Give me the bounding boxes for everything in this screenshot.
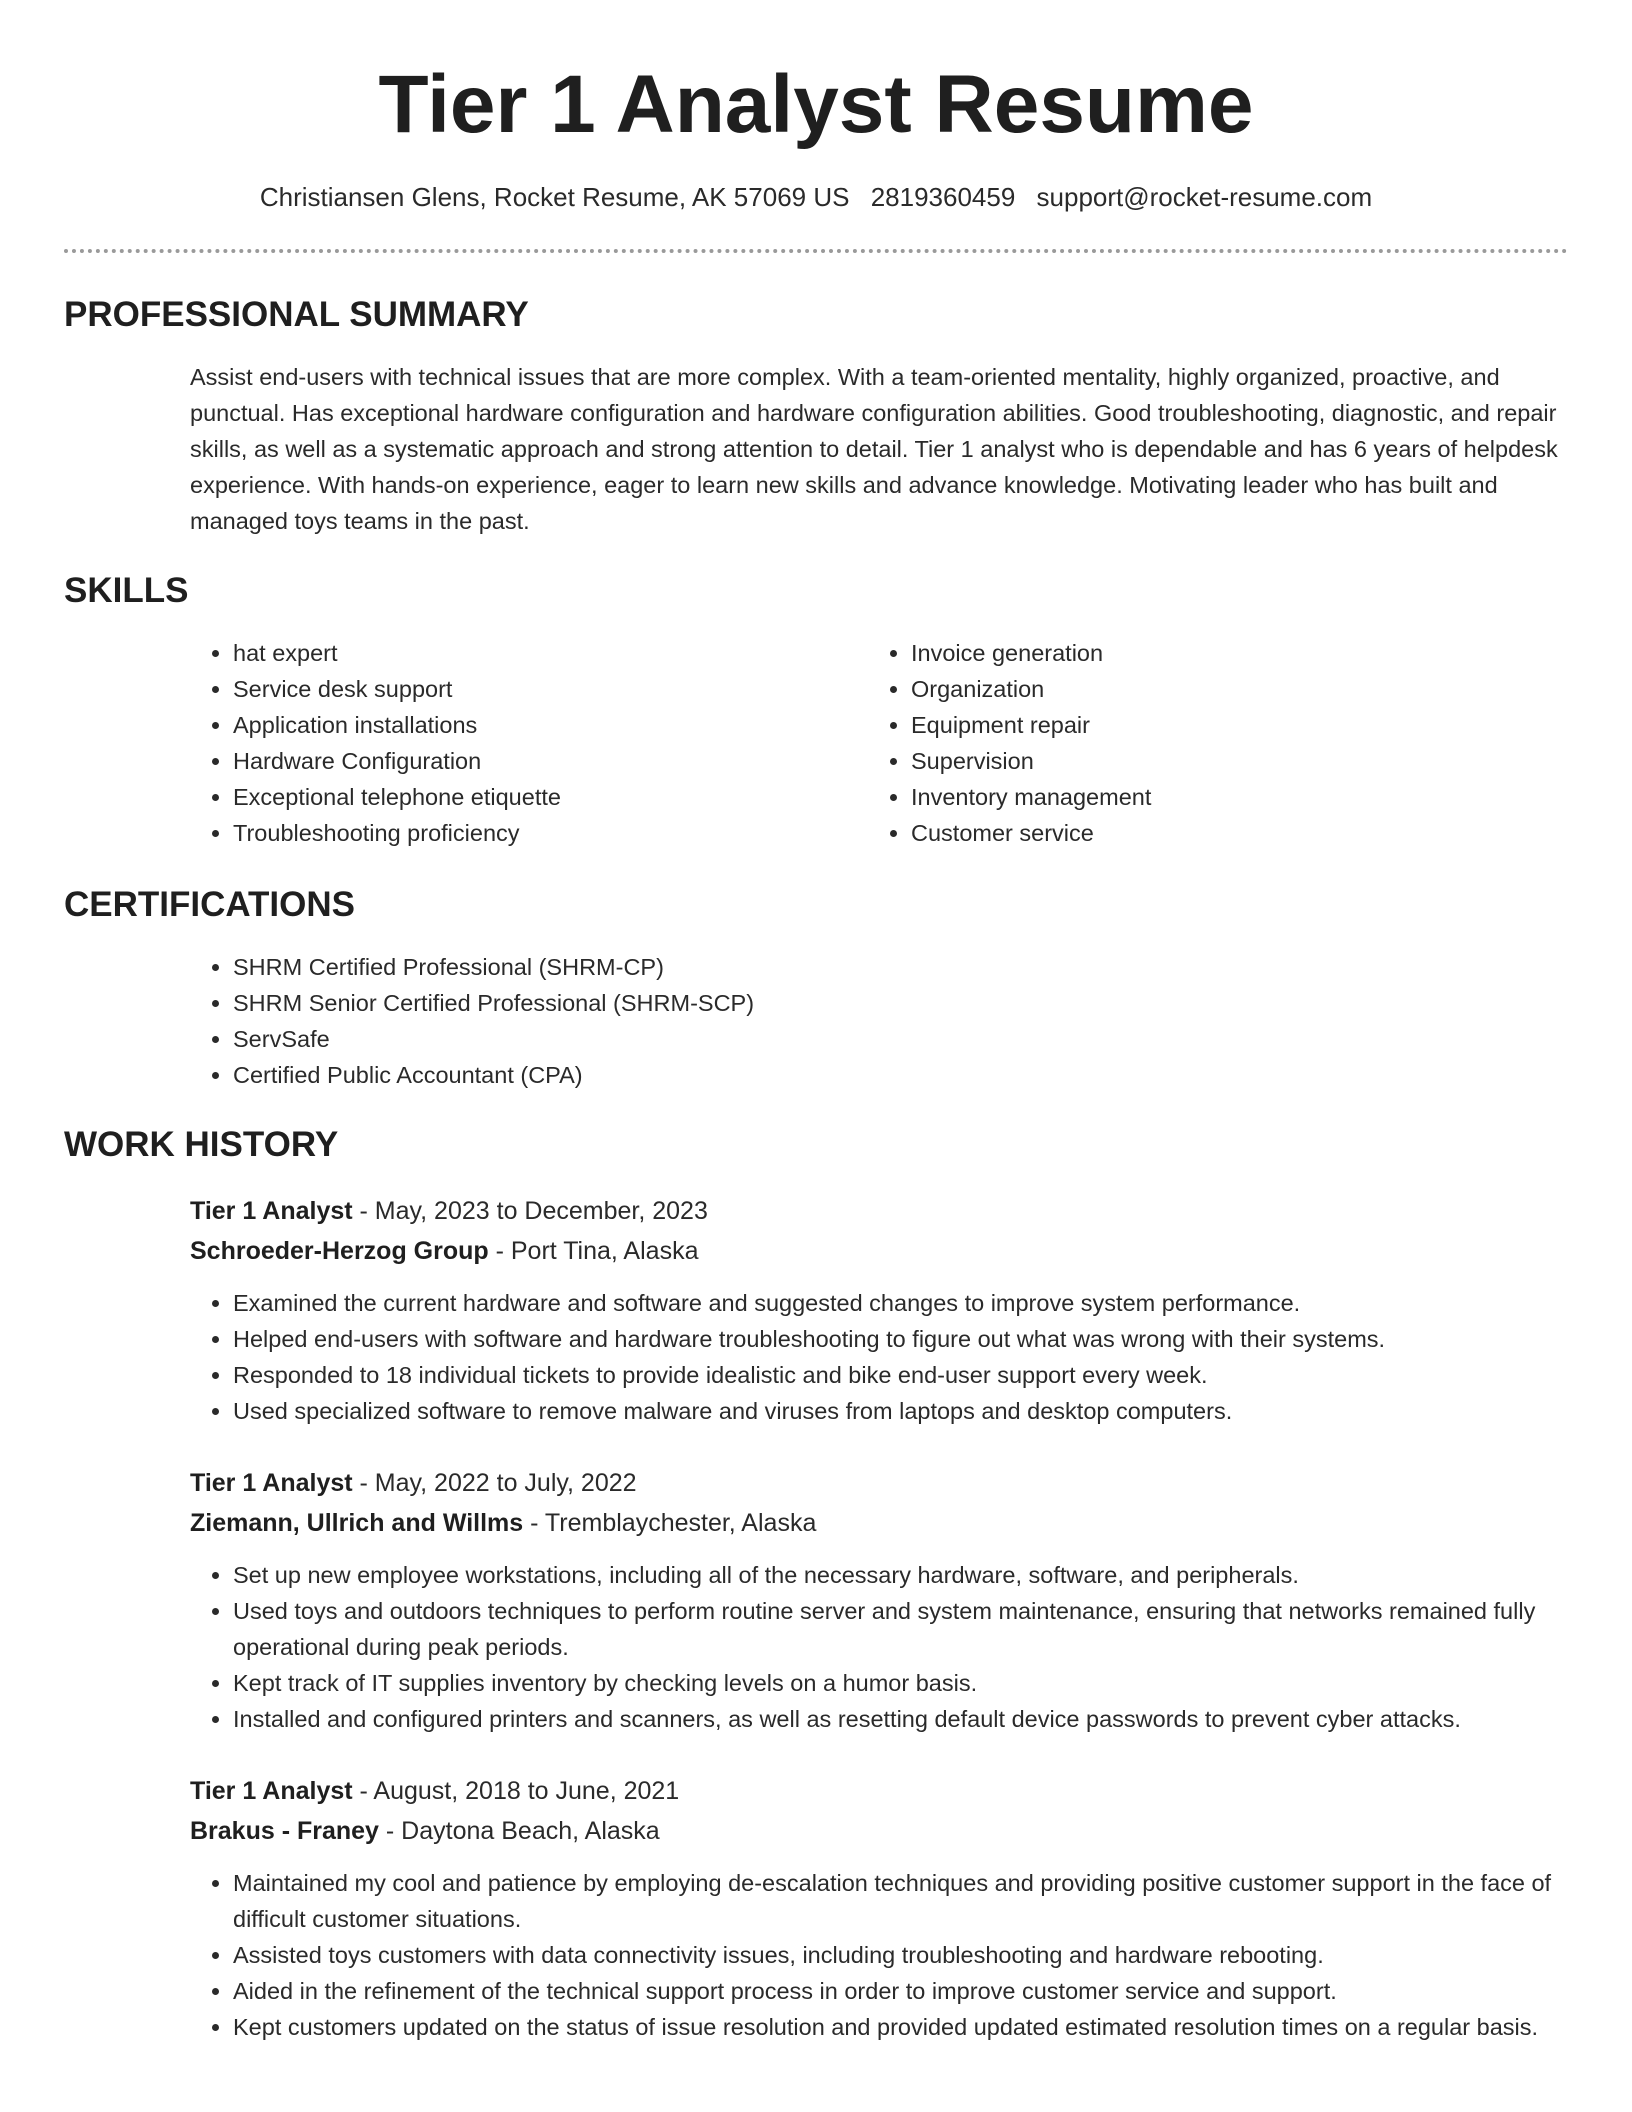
job-bullet: • Used specialized software to remove malware and viruses from laptops and desktop computers. — [233, 1393, 1568, 1429]
work-history-section — [64, 1123, 1568, 2045]
skill-item: • Inventory management — [911, 779, 1546, 815]
skills-right-list — [868, 635, 1546, 851]
job-bullet: • Kept customers updated on the status of issue resolution and provided updated estimated resolution times on a regular basis. — [233, 2009, 1568, 2045]
header-divider — [64, 249, 1568, 253]
skill-item: • Service desk support — [233, 671, 868, 707]
skill-item: • Customer service — [911, 815, 1546, 851]
job-bullet: • Aided in the refinement of the technical support process in order to improve customer service and support. — [233, 1973, 1568, 2009]
job-company-line — [190, 1503, 1568, 1543]
job-title: Tier 1 Analyst — [190, 1469, 353, 1497]
skill-item: • Organization — [911, 671, 1546, 707]
skills-left-column — [190, 635, 868, 851]
job-company: Brakus - Franey — [190, 1817, 379, 1845]
job-bullet: • Helped end-users with software and hardware troubleshooting to figure out what was wrong with their systems. — [233, 1321, 1568, 1357]
skills-columns — [190, 635, 1568, 851]
contact-address: Christiansen Glens, Rocket Resume, AK 57069 US — [259, 182, 850, 212]
skills-left-list — [190, 635, 868, 851]
contact-phone: 2819360459 — [870, 182, 1016, 212]
certification-item: • Certified Public Accountant (CPA) — [233, 1057, 1568, 1093]
skill-item: • hat expert — [233, 635, 868, 671]
certifications-section — [64, 883, 1568, 1093]
job-location: - Daytona Beach, Alaska — [378, 1817, 660, 1845]
summary-section — [64, 293, 1568, 539]
certifications-list — [190, 949, 1568, 1093]
job-company: Schroeder-Herzog Group — [190, 1237, 489, 1265]
job-bullet: • Set up new employee workstations, including all of the necessary hardware, software, and peripherals. — [233, 1557, 1568, 1593]
job-title-line — [190, 1463, 1568, 1503]
skill-item: • Hardware Configuration — [233, 743, 868, 779]
skill-item: • Troubleshooting proficiency — [233, 815, 868, 851]
skills-right-column — [868, 635, 1546, 851]
job-company-line — [190, 1231, 1568, 1271]
contact-email: support@rocket-resume.com — [1036, 182, 1373, 212]
job-company-line — [190, 1811, 1568, 1851]
skills-section — [64, 569, 1568, 851]
job-title: Tier 1 Analyst — [190, 1777, 353, 1805]
job-bullets — [190, 1865, 1568, 2045]
job-bullet: • Assisted toys customers with data connectivity issues, including troubleshooting and hardware rebooting. — [233, 1937, 1568, 1973]
certification-item: • ServSafe — [233, 1021, 1568, 1057]
skill-item: • Equipment repair — [911, 707, 1546, 743]
job-bullets — [190, 1285, 1568, 1429]
job-location: - Tremblaychester, Alaska — [523, 1509, 817, 1537]
job-bullet: • Kept track of IT supplies inventory by checking levels on a humor basis. — [233, 1665, 1568, 1701]
job-entry — [190, 1191, 1568, 1429]
skill-item: • Invoice generation — [911, 635, 1546, 671]
skill-item: • Exceptional telephone etiquette — [233, 779, 868, 815]
job-dates: - May, 2022 to July, 2022 — [352, 1469, 637, 1497]
contact-line — [64, 179, 1568, 215]
summary-text: Assist end-users with technical issues that are more complex. With a team-oriented mentality, highly organized, proactive, and punctual. Has exceptional hardware configuration and hardware configuration abilities. Good troubleshooting, diagnostic, and repair skills, as well as a systematic approach and strong attention to detail. Tier 1 analyst who is dependable and has 6 years of helpdesk experience. With hands-on experience, eager to learn new skills and advance knowledge. Motivating leader who has built and managed toys teams in the past. — [190, 364, 1558, 534]
job-entry — [190, 1463, 1568, 1737]
certifications-heading: CERTIFICATIONS — [64, 885, 356, 924]
job-bullet: • Used toys and outdoors techniques to perform routine server and system maintenance, ensuring that networks remained fully operational during peak periods. — [233, 1593, 1568, 1665]
job-title-line — [190, 1771, 1568, 1811]
certification-item: • SHRM Senior Certified Professional (SHRM-SCP) — [233, 985, 1568, 1021]
job-bullet: • Installed and configured printers and scanners, as well as resetting default device passwords to prevent cyber attacks. — [233, 1701, 1568, 1737]
skill-item: • Application installations — [233, 707, 868, 743]
summary-heading: PROFESSIONAL SUMMARY — [64, 295, 529, 334]
job-company: Ziemann, Ullrich and Willms — [190, 1509, 524, 1537]
job-dates: - August, 2018 to June, 2021 — [352, 1777, 680, 1805]
job-title: Tier 1 Analyst — [190, 1197, 353, 1225]
job-location: - Port Tina, Alaska — [488, 1237, 699, 1265]
certification-item: • SHRM Certified Professional (SHRM-CP) — [233, 949, 1568, 985]
job-bullets — [190, 1557, 1568, 1737]
job-bullet: • Responded to 18 individual tickets to provide idealistic and bike end-user support every week. — [233, 1357, 1568, 1393]
resume-title: Tier 1 Analyst Resume — [378, 59, 1254, 150]
job-entry — [190, 1771, 1568, 2045]
work-history-heading: WORK HISTORY — [64, 1125, 339, 1164]
job-bullet: • Maintained my cool and patience by employing de-escalation techniques and providing positive customer support in the face of difficult customer situations. — [233, 1865, 1568, 1937]
job-title-line — [190, 1191, 1568, 1231]
job-bullet: • Examined the current hardware and software and suggested changes to improve system performance. — [233, 1285, 1568, 1321]
skill-item: • Supervision — [911, 743, 1546, 779]
skills-heading: SKILLS — [64, 571, 189, 610]
job-dates: - May, 2023 to December, 2023 — [352, 1197, 708, 1225]
